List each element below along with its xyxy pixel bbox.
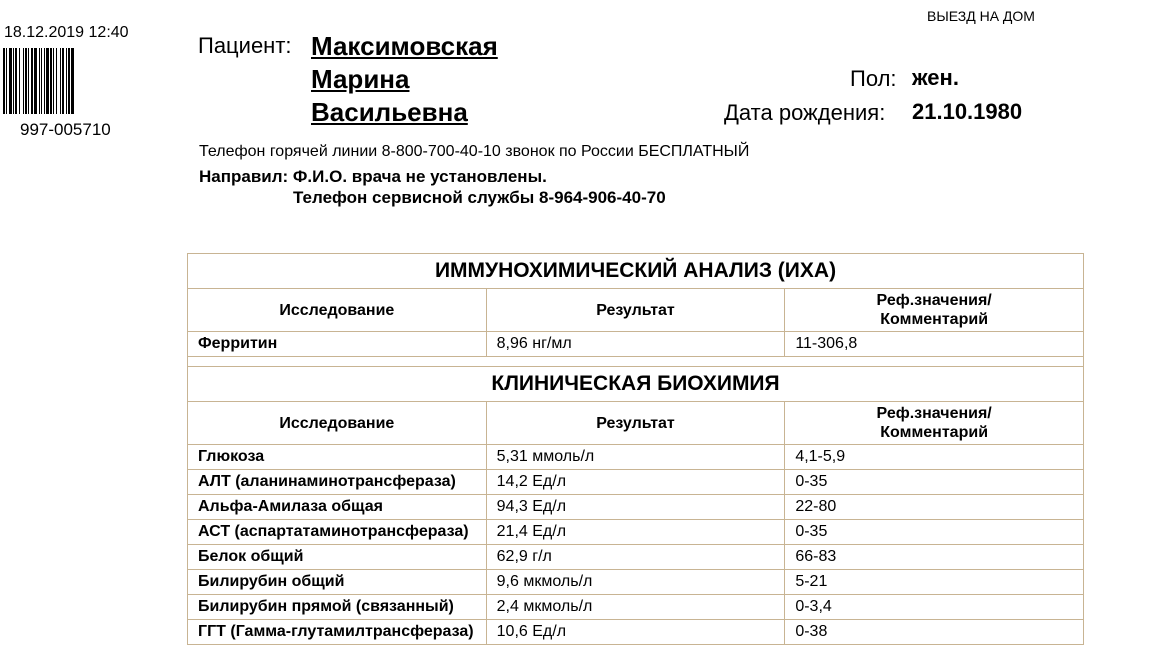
barcode-bar bbox=[39, 48, 40, 114]
test-name: Глюкоза bbox=[188, 445, 487, 470]
barcode-bar bbox=[25, 48, 27, 114]
visit-type: ВЫЕЗД НА ДОМ bbox=[927, 8, 1035, 24]
barcode-bar bbox=[66, 48, 67, 114]
table-row bbox=[188, 570, 1084, 595]
barcode-bar bbox=[13, 48, 14, 114]
section-title-row bbox=[188, 254, 1084, 289]
column-header-study: Исследование bbox=[188, 289, 487, 332]
barcode-number: 997-005710 bbox=[20, 120, 111, 139]
test-result: 14,2 Ед/л bbox=[486, 470, 785, 495]
print-datetime: 18.12.2019 12:40 bbox=[4, 24, 129, 41]
test-ref: 4,1-5,9 bbox=[785, 445, 1084, 470]
table-row bbox=[188, 520, 1084, 545]
column-header-ref bbox=[785, 289, 1084, 332]
barcode-bar bbox=[56, 48, 57, 114]
barcode-bar bbox=[3, 48, 5, 114]
test-ref: 0-35 bbox=[785, 520, 1084, 545]
test-name: Билирубин общий bbox=[188, 570, 487, 595]
spacer-row bbox=[188, 357, 1084, 367]
sex-value: жен. bbox=[912, 65, 959, 90]
column-header-result: Результат bbox=[486, 289, 785, 332]
section-title-row bbox=[188, 367, 1084, 402]
service-phone-text: Телефон сервисной службы 8-964-906-40-70 bbox=[293, 188, 666, 207]
barcode-bar bbox=[46, 48, 49, 114]
test-name: Ферритин bbox=[188, 332, 487, 357]
test-ref: 0-38 bbox=[785, 620, 1084, 645]
barcode-bar bbox=[71, 48, 74, 114]
test-ref: 0-3,4 bbox=[785, 595, 1084, 620]
ref-header-line2: Комментарий bbox=[880, 311, 989, 328]
test-ref: 22-80 bbox=[785, 495, 1084, 520]
table-row bbox=[188, 332, 1084, 357]
test-ref: 66-83 bbox=[785, 545, 1084, 570]
table-row bbox=[188, 495, 1084, 520]
barcode-bar bbox=[9, 48, 12, 114]
test-result: 62,9 г/л bbox=[486, 545, 785, 570]
section-title: КЛИНИЧЕСКАЯ БИОХИМИЯ bbox=[188, 367, 1084, 402]
test-result: 21,4 Ед/л bbox=[486, 520, 785, 545]
test-result: 2,4 мкмоль/л bbox=[486, 595, 785, 620]
test-result: 9,6 мкмоль/л bbox=[486, 570, 785, 595]
column-header-row bbox=[188, 289, 1084, 332]
barcode-bar bbox=[28, 48, 29, 114]
sex-label: Пол: bbox=[850, 66, 897, 91]
referrer-text: Направил: Ф.И.О. врача не установлены. bbox=[199, 167, 547, 186]
barcode-bar bbox=[15, 48, 17, 114]
column-header-ref bbox=[785, 402, 1084, 445]
test-name: Белок общий bbox=[188, 545, 487, 570]
dob-value: 21.10.1980 bbox=[912, 99, 1023, 124]
barcode-bar bbox=[44, 48, 45, 114]
hotline-text: Телефон горячей линии 8-800-700-40-10 звонок по России БЕСПЛАТНЫЙ bbox=[199, 143, 750, 160]
column-header-result: Результат bbox=[486, 402, 785, 445]
test-name: Билирубин прямой (связанный) bbox=[188, 595, 487, 620]
table-row bbox=[188, 595, 1084, 620]
patient-label: Пациент: bbox=[198, 33, 292, 58]
patient-first-name: Марина bbox=[311, 64, 410, 94]
test-result: 94,3 Ед/л bbox=[486, 495, 785, 520]
dob-label: Дата рождения: bbox=[724, 100, 886, 125]
barcode-bar bbox=[19, 48, 20, 114]
barcode-bar bbox=[50, 48, 52, 114]
barcode-bar bbox=[62, 48, 64, 114]
column-header-study: Исследование bbox=[188, 402, 487, 445]
table-row bbox=[188, 445, 1084, 470]
table-row bbox=[188, 620, 1084, 645]
test-result: 8,96 нг/мл bbox=[486, 332, 785, 357]
column-header-row bbox=[188, 402, 1084, 445]
test-result: 5,31 ммоль/л bbox=[486, 445, 785, 470]
barcode-bar bbox=[60, 48, 61, 114]
section-title: ИММУНОХИМИЧЕСКИЙ АНАЛИЗ (ИХА) bbox=[188, 254, 1084, 289]
barcode-bar bbox=[53, 48, 54, 114]
test-name: Альфа-Амилаза общая bbox=[188, 495, 487, 520]
barcode-bar bbox=[68, 48, 70, 114]
patient-patronymic: Васильевна bbox=[311, 97, 468, 127]
barcode-bar bbox=[34, 48, 37, 114]
barcode bbox=[3, 48, 139, 114]
ref-header-line1: Реф.значения/ bbox=[876, 405, 992, 422]
test-name: ГГТ (Гамма-глутамилтрансфераза) bbox=[188, 620, 487, 645]
test-ref: 0-35 bbox=[785, 470, 1084, 495]
test-name: АСТ (аспартатаминотрансфераза) bbox=[188, 520, 487, 545]
barcode-bar bbox=[23, 48, 24, 114]
spacer-cell bbox=[188, 357, 1084, 367]
barcode-bar bbox=[6, 48, 7, 114]
ref-header-line2: Комментарий bbox=[880, 424, 989, 441]
table-row bbox=[188, 470, 1084, 495]
ref-header-line1: Реф.значения/ bbox=[876, 292, 992, 309]
test-result: 10,6 Ед/л bbox=[486, 620, 785, 645]
barcode-bar bbox=[31, 48, 33, 114]
test-ref: 5-21 bbox=[785, 570, 1084, 595]
results-table bbox=[187, 253, 1084, 645]
table-row bbox=[188, 545, 1084, 570]
test-name: АЛТ (аланинаминотрансфераза) bbox=[188, 470, 487, 495]
barcode-bar bbox=[41, 48, 42, 114]
test-ref: 11-306,8 bbox=[785, 332, 1084, 357]
patient-surname: Максимовская bbox=[311, 31, 498, 61]
